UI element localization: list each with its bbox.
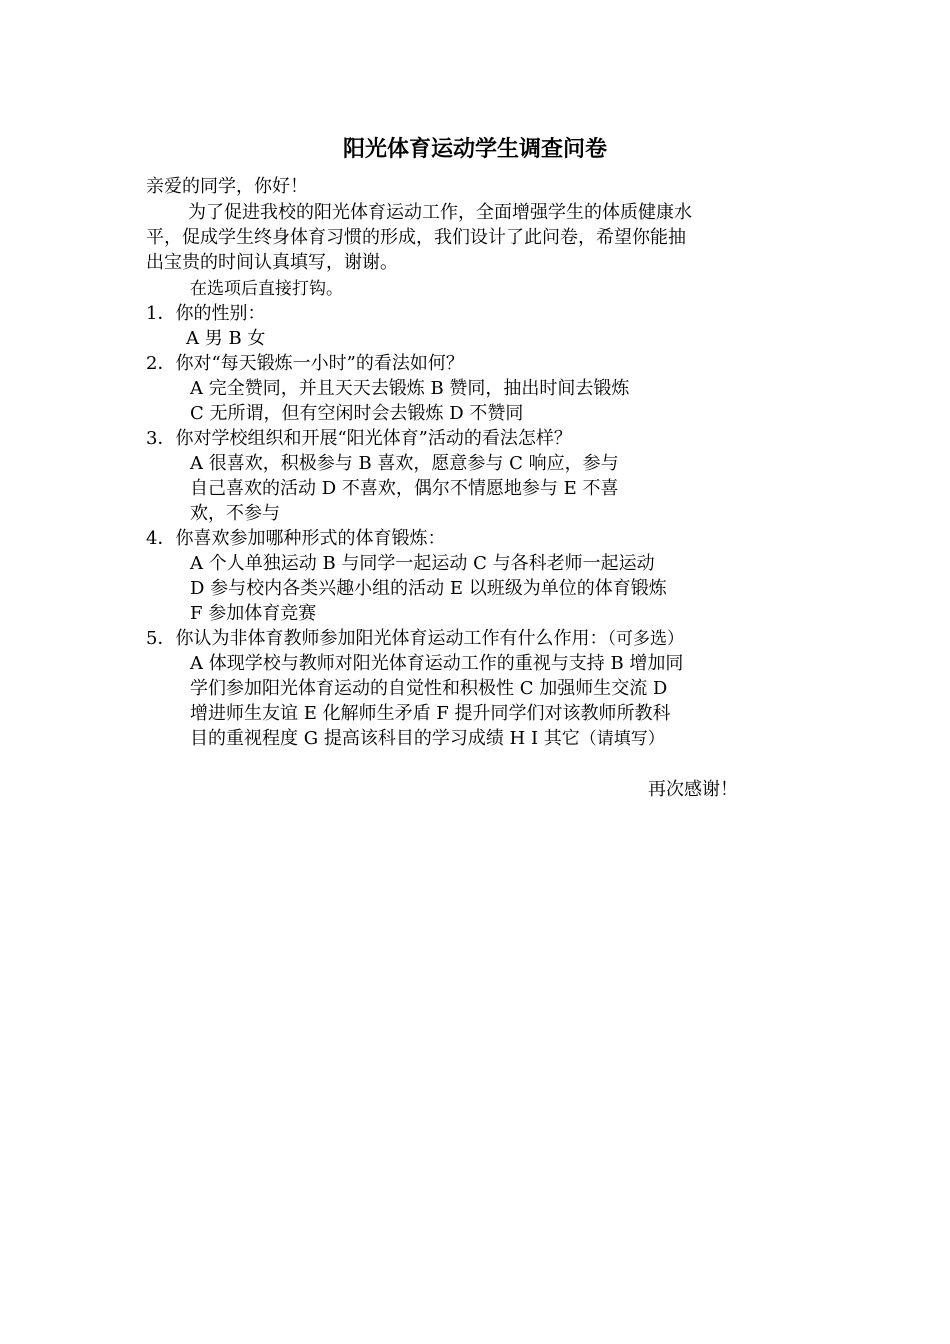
page-title: 阳光体育运动学生调查问卷 [342, 136, 607, 162]
question-5 [146, 627, 684, 651]
question-1-options: A 男 B 女 [186, 328, 266, 349]
question-4-options: A 个人单独运动 B 与同学一起运动 C 与各科老师一起运动 [190, 553, 655, 574]
question-2-options: C 无所谓，但有空闲时会去锻炼 D 不赞同 [190, 403, 524, 424]
question-4: 4．你喜欢参加哪种形式的体育锻炼： [146, 528, 446, 549]
question-5-text: 5．你认为非体育教师参加阳光体育运动工作有什么作用： [146, 628, 608, 649]
question-5-options: 目的重视程度 G 提高该科目的学习成绩 H I 其它 [190, 728, 580, 749]
question-3-options: A 很喜欢，积极参与 B 喜欢，愿意参与 C 响应，参与 [190, 453, 619, 474]
question-5-options: 学们参加阳光体育运动的自觉性和积极性 C 加强师生交流 D [190, 678, 668, 699]
question-3-options: 欢，不参与 [190, 503, 280, 524]
question-5-fill-note: （请填写） [579, 729, 665, 749]
question-5-options: A 体现学校与教师对阳光体育运动工作的重视与支持 B 增加同 [190, 653, 684, 674]
question-5-options-last [190, 727, 665, 751]
closing-text: 再次感谢！ [648, 779, 738, 800]
question-5-options: 增进师生友谊 E 化解师生矛盾 F 提升同学们对该教师所教科 [190, 703, 671, 724]
question-2-options: A 完全赞同，并且天天去锻炼 B 赞同，抽出时间去锻炼 [190, 378, 630, 399]
question-5-note: （可多选） [607, 629, 684, 649]
instruction-text: 在选项后直接打钩。 [190, 279, 343, 299]
question-4-options: F 参加体育竞赛 [190, 603, 317, 624]
intro-line: 出宝贵的时间认真填写，谢谢。 [146, 252, 398, 273]
question-3-options: 自己喜欢的活动 D 不喜欢，偶尔不情愿地参与 E 不喜 [190, 478, 619, 499]
question-3: 3．你对学校组织和开展“阳光体育”活动的看法怎样？ [146, 428, 572, 449]
intro-line: 为了促进我校的阳光体育运动工作，全面增强学生的体质健康水 [188, 202, 692, 223]
intro-line: 平，促成学生终身体育习惯的形成，我们设计了此问卷，希望你能抽 [146, 227, 686, 248]
question-1: 1．你的性别： [146, 303, 266, 324]
question-4-options: D 参与校内各类兴趣小组的活动 E 以班级为单位的体育锻炼 [190, 578, 667, 599]
greeting: 亲爱的同学，你好！ [146, 176, 308, 197]
question-2: 2．你对“每天锻炼一小时”的看法如何？ [146, 353, 464, 374]
